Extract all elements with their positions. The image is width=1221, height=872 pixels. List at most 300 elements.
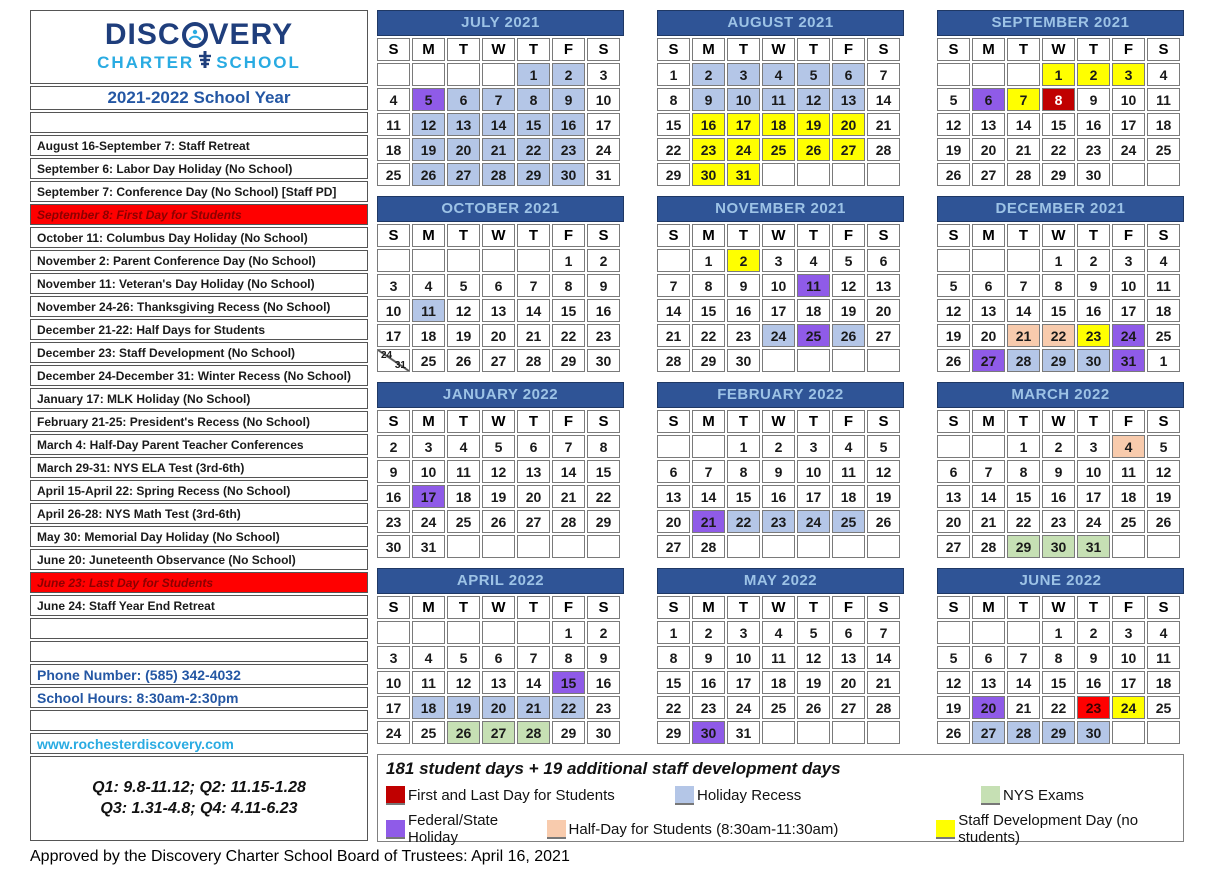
day-cell: 26 xyxy=(867,510,900,533)
day-cell: 30 xyxy=(1077,349,1110,372)
day-cell: 16 xyxy=(1077,671,1110,694)
day-cell: 14 xyxy=(517,671,550,694)
week-row xyxy=(377,696,620,719)
day-cell: 30 xyxy=(377,535,410,558)
day-cell: 14 xyxy=(1007,299,1040,322)
week-row xyxy=(657,671,900,694)
day-cell: 19 xyxy=(867,485,900,508)
day-cell: 6 xyxy=(657,460,690,483)
day-cell: 1 xyxy=(727,435,760,458)
weekday-header-row xyxy=(377,596,620,619)
week-row xyxy=(377,113,620,136)
empty-cell xyxy=(517,621,550,644)
day-cell: 27 xyxy=(832,138,865,161)
day-cell: 7 xyxy=(867,63,900,86)
weekday-header: W xyxy=(1042,38,1075,61)
day-cell: 10 xyxy=(1112,646,1145,669)
day-cell: 24 xyxy=(727,138,760,161)
day-cell: 26 xyxy=(937,721,970,744)
weekday-header: F xyxy=(832,410,865,433)
day-cell: 21 xyxy=(692,510,725,533)
day-cell: 7 xyxy=(657,274,690,297)
week-row xyxy=(657,510,900,533)
empty-cell xyxy=(867,535,900,558)
day-cell: 16 xyxy=(587,299,620,322)
day-cell: 4 xyxy=(832,435,865,458)
month-table xyxy=(935,594,1182,746)
empty-cell xyxy=(797,721,830,744)
day-cell: 18 xyxy=(832,485,865,508)
day-cell: 16 xyxy=(727,299,760,322)
week-row xyxy=(657,721,900,744)
day-cell: 6 xyxy=(832,621,865,644)
info-row: School Hours: 8:30am-2:30pm xyxy=(30,687,368,708)
day-cell: 19 xyxy=(937,324,970,347)
day-cell: 15 xyxy=(692,299,725,322)
day-cell: 27 xyxy=(972,721,1005,744)
month-title: MARCH 2022 xyxy=(937,382,1184,408)
day-cell: 19 xyxy=(937,138,970,161)
day-cell: 26 xyxy=(832,324,865,347)
spacer-row xyxy=(30,618,368,639)
month-august-2021 xyxy=(657,10,904,188)
day-cell: 2 xyxy=(727,249,760,272)
empty-cell xyxy=(657,435,690,458)
day-cell: 11 xyxy=(832,460,865,483)
day-cell: 19 xyxy=(482,485,515,508)
day-cell: 16 xyxy=(1042,485,1075,508)
day-cell: 2 xyxy=(1077,249,1110,272)
day-cell: 12 xyxy=(937,671,970,694)
day-cell: 7 xyxy=(552,435,585,458)
empty-cell xyxy=(867,721,900,744)
week-row xyxy=(377,435,620,458)
day-cell: 28 xyxy=(482,163,515,186)
day-cell: 21 xyxy=(552,485,585,508)
day-cell: 30 xyxy=(1077,163,1110,186)
empty-cell xyxy=(447,249,480,272)
day-cell: 8 xyxy=(517,88,550,111)
weekday-header: W xyxy=(762,224,795,247)
day-cell: 13 xyxy=(867,274,900,297)
weekday-header: W xyxy=(762,38,795,61)
day-cell: 9 xyxy=(552,88,585,111)
month-table xyxy=(655,222,902,374)
week-row xyxy=(657,485,900,508)
day-cell: 12 xyxy=(797,646,830,669)
month-title: NOVEMBER 2021 xyxy=(657,196,904,222)
day-cell: 20 xyxy=(972,324,1005,347)
quarters-line-1: Q1: 9.8-11.12; Q2: 11.15-1.28 xyxy=(92,779,306,796)
day-cell: 20 xyxy=(482,324,515,347)
weekday-header: S xyxy=(1147,224,1180,247)
week-row xyxy=(377,88,620,111)
page-title: 2021-2022 School Year xyxy=(30,86,368,110)
empty-cell xyxy=(1007,249,1040,272)
day-cell: 19 xyxy=(797,113,830,136)
day-cell: 27 xyxy=(517,510,550,533)
day-cell: 8 xyxy=(1042,88,1075,111)
weekday-header-row xyxy=(657,596,900,619)
day-cell: 27 xyxy=(482,349,515,372)
empty-cell xyxy=(377,63,410,86)
weekday-header: F xyxy=(1112,410,1145,433)
weekday-header: M xyxy=(972,38,1005,61)
weekday-header: S xyxy=(867,38,900,61)
week-row xyxy=(377,324,620,347)
empty-cell xyxy=(762,349,795,372)
day-cell: 13 xyxy=(972,671,1005,694)
legend-item-peach xyxy=(547,820,937,839)
week-row xyxy=(657,535,900,558)
day-cell: 11 xyxy=(412,671,445,694)
day-cell: 5 xyxy=(447,274,480,297)
empty-cell xyxy=(412,63,445,86)
months-grid xyxy=(377,10,1184,746)
day-cell: 28 xyxy=(1007,721,1040,744)
day-cell: 5 xyxy=(797,63,830,86)
day-cell: 31 xyxy=(412,535,445,558)
day-cell: 17 xyxy=(727,671,760,694)
day-cell: 1 xyxy=(657,63,690,86)
week-row xyxy=(377,621,620,644)
weekday-header: W xyxy=(482,224,515,247)
weekday-header: W xyxy=(1042,596,1075,619)
empty-cell xyxy=(482,535,515,558)
week-row xyxy=(657,621,900,644)
month-table xyxy=(655,594,902,746)
day-cell: 31 xyxy=(587,163,620,186)
month-title: SEPTEMBER 2021 xyxy=(937,10,1184,36)
day-cell: 15 xyxy=(1042,299,1075,322)
weekday-header: S xyxy=(377,38,410,61)
weekday-header: M xyxy=(692,224,725,247)
event-row: December 23: Staff Development (No School) xyxy=(30,342,368,363)
day-cell: 19 xyxy=(832,299,865,322)
day-cell: 30 xyxy=(1042,535,1075,558)
day-cell: 19 xyxy=(1147,485,1180,508)
day-cell: 8 xyxy=(727,460,760,483)
empty-cell xyxy=(1147,535,1180,558)
day-cell: 22 xyxy=(1042,324,1075,347)
day-cell: 22 xyxy=(1042,696,1075,719)
day-cell: 19 xyxy=(447,324,480,347)
day-cell: 21 xyxy=(517,324,550,347)
day-cell: 22 xyxy=(1042,138,1075,161)
week-row xyxy=(937,349,1180,372)
day-cell: 19 xyxy=(797,671,830,694)
day-cell: 27 xyxy=(867,324,900,347)
week-row xyxy=(377,63,620,86)
weekday-header: S xyxy=(937,224,970,247)
day-cell: 25 xyxy=(412,349,445,372)
weekday-header: S xyxy=(587,596,620,619)
day-cell: 7 xyxy=(517,646,550,669)
weekday-header: W xyxy=(482,596,515,619)
day-cell: 3 xyxy=(797,435,830,458)
day-cell: 30 xyxy=(727,349,760,372)
day-cell: 10 xyxy=(412,460,445,483)
day-cell: 3 xyxy=(1112,249,1145,272)
legend-item-darkred xyxy=(386,786,675,805)
weekday-header: F xyxy=(832,596,865,619)
day-cell: 10 xyxy=(727,646,760,669)
day-cell: 24 xyxy=(797,510,830,533)
weekday-header: T xyxy=(1007,596,1040,619)
day-cell: 20 xyxy=(972,138,1005,161)
day-cell: 9 xyxy=(692,88,725,111)
day-cell: 27 xyxy=(937,535,970,558)
day-cell: 6 xyxy=(482,274,515,297)
empty-cell xyxy=(937,249,970,272)
day-cell: 28 xyxy=(972,535,1005,558)
day-cell: 22 xyxy=(657,696,690,719)
logo-text-charter: CHARTER xyxy=(97,52,195,72)
empty-cell xyxy=(867,163,900,186)
day-cell: 24 xyxy=(1112,324,1145,347)
day-cell: 30 xyxy=(692,163,725,186)
magnifier-handle-icon xyxy=(198,51,212,74)
weekday-header: F xyxy=(832,38,865,61)
weekday-header: M xyxy=(972,410,1005,433)
day-cell: 6 xyxy=(937,460,970,483)
empty-cell xyxy=(692,435,725,458)
day-cell: 13 xyxy=(482,299,515,322)
spacer-row xyxy=(30,641,368,662)
empty-cell xyxy=(447,535,480,558)
empty-cell xyxy=(1112,163,1145,186)
day-cell: 22 xyxy=(587,485,620,508)
weekday-header-row xyxy=(937,224,1180,247)
month-november-2021 xyxy=(657,196,904,374)
day-cell: 8 xyxy=(587,435,620,458)
day-cell: 27 xyxy=(832,696,865,719)
weekday-header-row xyxy=(937,38,1180,61)
day-cell: 22 xyxy=(692,324,725,347)
day-cell: 4 xyxy=(447,435,480,458)
day-cell: 26 xyxy=(447,721,480,744)
weekday-header: S xyxy=(657,224,690,247)
day-cell: 12 xyxy=(482,460,515,483)
day-cell: 9 xyxy=(377,460,410,483)
day-cell: 4 xyxy=(412,274,445,297)
website-row: www.rochesterdiscovery.com xyxy=(30,733,368,754)
spacer-row xyxy=(30,710,368,731)
day-cell: 17 xyxy=(1112,113,1145,136)
day-cell: 20 xyxy=(517,485,550,508)
weekday-header: T xyxy=(1077,224,1110,247)
day-cell: 3 xyxy=(727,621,760,644)
empty-cell xyxy=(1007,621,1040,644)
day-cell: 17 xyxy=(377,324,410,347)
week-row xyxy=(937,274,1180,297)
month-february-2022 xyxy=(657,382,904,560)
day-cell: 9 xyxy=(1077,646,1110,669)
event-row: December 21-22: Half Days for Students xyxy=(30,319,368,340)
day-cell: 28 xyxy=(1007,349,1040,372)
weekday-header: W xyxy=(1042,410,1075,433)
day-cell: 13 xyxy=(972,113,1005,136)
day-cell: 15 xyxy=(657,671,690,694)
weekday-header: M xyxy=(412,596,445,619)
day-cell: 8 xyxy=(657,646,690,669)
weekday-header: F xyxy=(552,596,585,619)
month-title: JULY 2021 xyxy=(377,10,624,36)
day-cell: 11 xyxy=(1112,460,1145,483)
day-cell xyxy=(377,349,410,372)
empty-cell xyxy=(657,249,690,272)
day-cell: 25 xyxy=(1147,138,1180,161)
day-cell: 30 xyxy=(692,721,725,744)
day-cell: 21 xyxy=(1007,324,1040,347)
day-cell: 2 xyxy=(587,621,620,644)
day-cell: 16 xyxy=(1077,299,1110,322)
weekday-header: T xyxy=(797,410,830,433)
day-cell: 30 xyxy=(552,163,585,186)
event-row: January 17: MLK Holiday (No School) xyxy=(30,388,368,409)
weekday-header: T xyxy=(447,410,480,433)
day-cell: 25 xyxy=(1147,324,1180,347)
day-cell: 12 xyxy=(1147,460,1180,483)
empty-cell xyxy=(1112,535,1145,558)
day-cell: 4 xyxy=(1147,63,1180,86)
day-cell: 8 xyxy=(552,646,585,669)
day-cell: 20 xyxy=(657,510,690,533)
month-june-2022 xyxy=(937,568,1184,746)
week-row xyxy=(377,163,620,186)
empty-cell xyxy=(1007,63,1040,86)
weekday-header: M xyxy=(412,224,445,247)
logo-charter-school-text xyxy=(97,51,301,74)
day-cell: 7 xyxy=(1007,88,1040,111)
empty-cell xyxy=(762,163,795,186)
day-cell: 16 xyxy=(377,485,410,508)
weekday-header: T xyxy=(727,38,760,61)
day-cell: 12 xyxy=(867,460,900,483)
day-cell: 27 xyxy=(972,349,1005,372)
empty-cell xyxy=(762,721,795,744)
empty-cell xyxy=(797,163,830,186)
day-cell: 12 xyxy=(832,274,865,297)
event-row: November 11: Veteran's Day Holiday (No School) xyxy=(30,273,368,294)
weekday-header: S xyxy=(937,410,970,433)
day-cell: 4 xyxy=(412,646,445,669)
event-row-highlighted: September 8: First Day for Students xyxy=(30,204,368,225)
week-row xyxy=(377,646,620,669)
day-cell: 25 xyxy=(412,721,445,744)
day-cell: 13 xyxy=(657,485,690,508)
day-cell: 29 xyxy=(692,349,725,372)
month-december-2021 xyxy=(937,196,1184,374)
weekday-header: S xyxy=(937,596,970,619)
empty-cell xyxy=(937,435,970,458)
day-cell: 26 xyxy=(797,138,830,161)
legend-label: First and Last Day for Students xyxy=(408,787,615,804)
day-cell: 16 xyxy=(762,485,795,508)
empty-cell xyxy=(1147,721,1180,744)
day-cell: 17 xyxy=(587,113,620,136)
day-cell: 10 xyxy=(797,460,830,483)
empty-cell xyxy=(972,621,1005,644)
magnifier-o-icon xyxy=(182,22,208,48)
weekday-header-row xyxy=(657,38,900,61)
legend-item-green xyxy=(981,786,1084,805)
month-title: AUGUST 2021 xyxy=(657,10,904,36)
day-cell: 1 xyxy=(1007,435,1040,458)
week-row xyxy=(937,88,1180,111)
weekday-header: S xyxy=(377,410,410,433)
day-cell: 23 xyxy=(1077,138,1110,161)
weekday-header: T xyxy=(517,410,550,433)
day-cell: 5 xyxy=(447,646,480,669)
day-cell: 6 xyxy=(447,88,480,111)
day-cell: 23 xyxy=(587,324,620,347)
day-cell: 29 xyxy=(552,721,585,744)
day-cell: 17 xyxy=(797,485,830,508)
day-cell: 16 xyxy=(692,671,725,694)
day-cell: 18 xyxy=(1112,485,1145,508)
month-table xyxy=(935,222,1182,374)
week-row xyxy=(937,460,1180,483)
day-cell: 13 xyxy=(937,485,970,508)
split-day-bottom: 31 xyxy=(394,360,406,371)
day-cell: 22 xyxy=(727,510,760,533)
day-cell: 21 xyxy=(1007,696,1040,719)
weekday-header: S xyxy=(587,410,620,433)
day-cell: 17 xyxy=(377,696,410,719)
weekday-header: S xyxy=(1147,38,1180,61)
week-row xyxy=(937,535,1180,558)
week-row xyxy=(657,646,900,669)
month-table xyxy=(655,36,902,188)
day-cell: 6 xyxy=(517,435,550,458)
weekday-header: M xyxy=(412,38,445,61)
day-cell: 1 xyxy=(1042,63,1075,86)
day-cell: 23 xyxy=(1077,324,1110,347)
day-cell: 27 xyxy=(972,163,1005,186)
day-cell: 15 xyxy=(727,485,760,508)
day-cell: 4 xyxy=(1147,621,1180,644)
weekday-header-row xyxy=(657,410,900,433)
logo-text-school: SCHOOL xyxy=(216,52,301,72)
weekday-header: T xyxy=(1007,38,1040,61)
day-cell: 11 xyxy=(447,460,480,483)
peach-swatch-icon xyxy=(547,820,566,839)
split-day-top: 24 xyxy=(381,350,393,361)
day-cell: 10 xyxy=(1112,88,1145,111)
weekday-header: W xyxy=(482,38,515,61)
week-row xyxy=(937,485,1180,508)
day-cell: 9 xyxy=(762,460,795,483)
month-table xyxy=(375,222,622,374)
weekday-header: F xyxy=(1112,596,1145,619)
logo-text-part1: DISC xyxy=(104,18,181,51)
empty-cell xyxy=(832,535,865,558)
day-cell: 2 xyxy=(552,63,585,86)
day-cell: 17 xyxy=(412,485,445,508)
day-cell: 28 xyxy=(867,138,900,161)
sidebar-rows xyxy=(30,112,368,754)
day-cell: 22 xyxy=(517,138,550,161)
month-october-2021 xyxy=(377,196,624,374)
quarters-line-2: Q3: 1.31-4.8; Q4: 4.11-6.23 xyxy=(100,800,298,817)
legend-row-2 xyxy=(386,812,1175,846)
event-row: March 29-31: NYS ELA Test (3rd-6th) xyxy=(30,457,368,478)
event-row: March 4: Half-Day Parent Teacher Conferences xyxy=(30,434,368,455)
week-row xyxy=(377,299,620,322)
week-row xyxy=(377,249,620,272)
empty-cell xyxy=(972,63,1005,86)
